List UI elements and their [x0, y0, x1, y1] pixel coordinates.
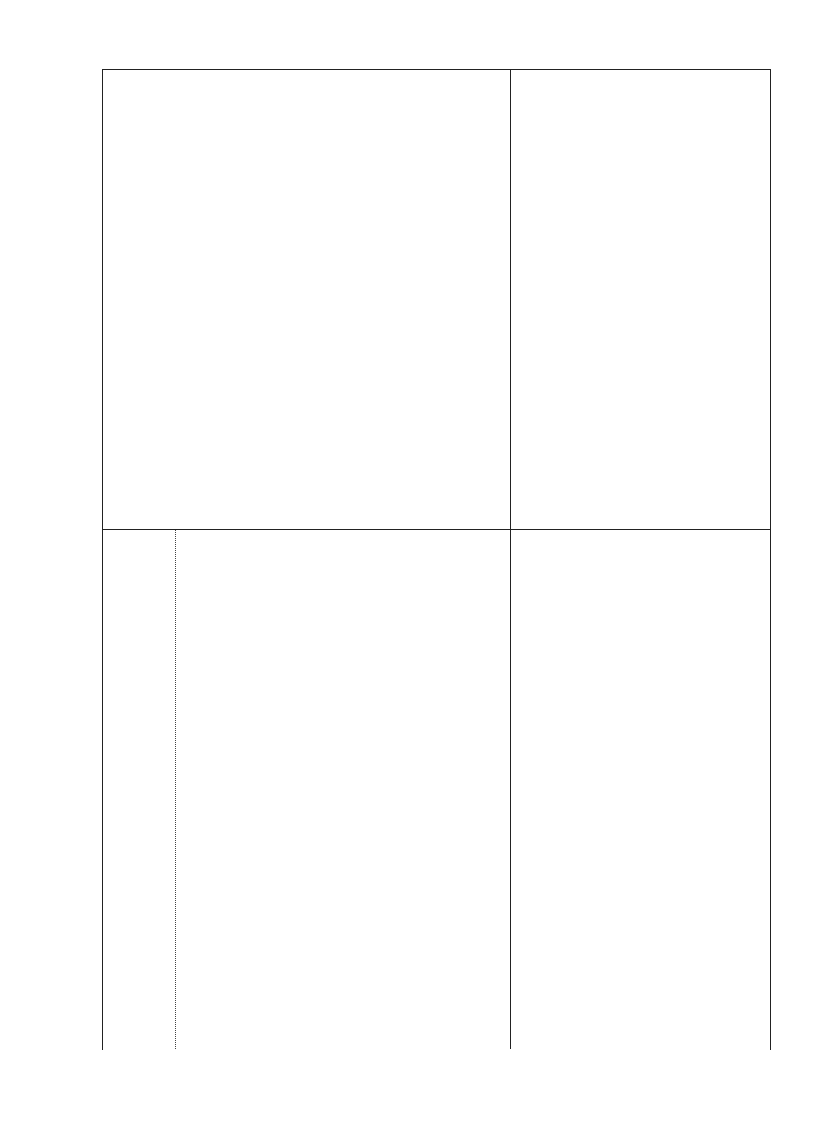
section-divider [102, 529, 770, 530]
table-frame [102, 69, 771, 1050]
number-column-divider [175, 530, 176, 1049]
column-divider [510, 69, 511, 1049]
